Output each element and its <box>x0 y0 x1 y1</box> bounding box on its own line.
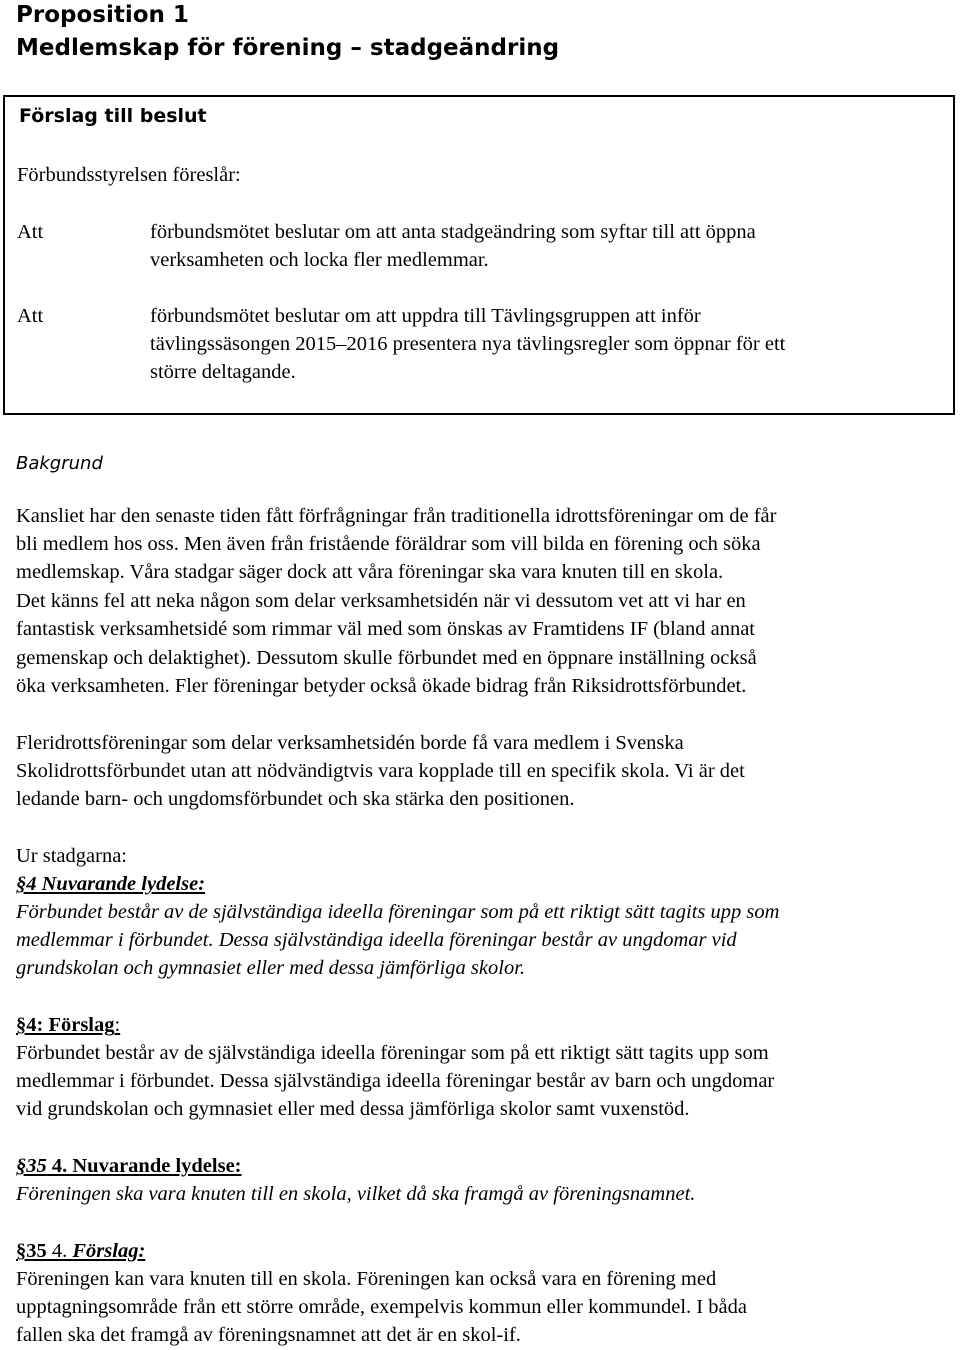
background-para1-line-5: fantastisk verksamhetsidé som rimmar väl med som önskas av Framtidens IF (bland annat <box>16 618 755 640</box>
section-35-current-heading <box>16 1152 242 1180</box>
section-35-proposal-number: 4. <box>46 1240 73 1262</box>
section-35-proposal-line-1: Föreningen kan vara knuten till en skola. Föreningen kan också vara en förening med <box>16 1268 717 1290</box>
statutes-intro: Ur stadgarna: <box>16 845 127 867</box>
background-para1-line-3: medlemskap. Våra stadgar säger dock att våra föreningar ska vara knuten till en skola. <box>16 561 724 583</box>
background-para1-line-2: bli medlem hos oss. Men även från fristående föräldrar som vill bilda en förening och söka <box>16 533 761 555</box>
section-35-proposal-line-2: upptagningsområde från ett större område, exempelvis kommun eller kommundel. I båda <box>16 1296 747 1318</box>
section-4-proposal-heading <box>16 1011 120 1039</box>
background-para1-line-6: gemenskap och delaktighet). Dessutom skulle förbundet med en öppnare inställning också <box>16 647 757 669</box>
background-para2-line-2: Skolidrottsförbundet utan att nödvändigtvis vara kopplade till en specifik skola. Vi är det <box>16 760 745 782</box>
proposal-box <box>3 95 955 415</box>
section-4-proposal-heading-colon: : <box>114 1014 121 1036</box>
document-title-line-2: Medlemskap för förening – stadgeändring <box>16 35 560 61</box>
proposal-item-1-line-1: förbundsmötet beslutar om att anta stadgeändring som syftar till att öppna <box>150 221 756 243</box>
proposal-item-2-label: Att <box>17 305 44 327</box>
section-4-proposal-line-1: Förbundet består av de självständiga ideella föreningar som på ett riktigt sätt tagits upp som <box>16 1042 769 1064</box>
proposal-item-2-line-3: större deltagande. <box>150 361 296 383</box>
section-4-current-line-3: grundskolan och gymnasiet eller med dessa jämförliga skolor. <box>16 957 526 979</box>
proposal-intro: Förbundsstyrelsen föreslår: <box>17 164 241 186</box>
background-para1-line-4: Det känns fel att neka någon som delar verksamhetsidén när vi dessutom vet att vi har en <box>16 590 746 612</box>
background-para1-line-7: öka verksamheten. Fler föreningar betyder också ökade bidrag från Riksidrottsförbundet. <box>16 675 747 697</box>
section-4-current-line-1: Förbundet består av de självständiga ideella föreningar som på ett riktigt sätt tagits upp som <box>16 901 780 923</box>
background-heading: Bakgrund <box>16 453 103 474</box>
section-4-proposal-line-3: vid grundskolan och gymnasiet eller med dessa jämförliga skolor samt vuxenstöd. <box>16 1098 690 1120</box>
background-para2-line-1: Fleridrottsföreningar som delar verksamhetsidén borde få vara medlem i Svenska <box>16 732 684 754</box>
section-35-proposal-line-3: fallen ska det framgå av föreningsnamnet att det är en skol-if. <box>16 1324 521 1346</box>
section-35-current-text: Föreningen ska vara knuten till en skola, vilket då ska framgå av föreningsnamnet. <box>16 1183 696 1205</box>
section-35-current-label: 4. Nuvarande lydelse: <box>46 1155 242 1177</box>
proposal-item-2-line-2: tävlingssäsongen 2015–2016 presentera nya tävlingsregler som öppnar för ett <box>150 333 786 355</box>
section-35-current-symbol: §35 <box>16 1155 47 1177</box>
proposal-item-1-line-2: verksamheten och locka fler medlemmar. <box>150 249 489 271</box>
section-35-proposal-symbol: §35 <box>16 1240 47 1262</box>
proposal-item-1-label: Att <box>17 221 44 243</box>
background-para2-line-3: ledande barn- och ungdomsförbundet och ska stärka den positionen. <box>16 788 575 810</box>
section-4-current-line-2: medlemmar i förbundet. Dessa självständiga ideella föreningar består av ungdomar vid <box>16 929 737 951</box>
proposal-item-2-line-1: förbundsmötet beslutar om att uppdra till Tävlingsgruppen att inför <box>150 305 701 327</box>
background-para1-line-1: Kansliet har den senaste tiden fått förfrågningar från traditionella idrottsföreningar om de får <box>16 505 777 527</box>
section-4-proposal-heading-bold: §4: Förslag <box>16 1014 115 1036</box>
section-35-proposal-heading <box>16 1237 145 1265</box>
section-35-proposal-label: Förslag: <box>72 1240 146 1262</box>
proposal-heading: Förslag till beslut <box>19 105 207 127</box>
document-title-line-1: Proposition 1 <box>16 2 189 28</box>
section-4-proposal-line-2: medlemmar i förbundet. Dessa självständiga ideella föreningar består av barn och ungdomar <box>16 1070 775 1092</box>
section-4-current-heading: §4 Nuvarande lydelse: <box>16 873 206 895</box>
